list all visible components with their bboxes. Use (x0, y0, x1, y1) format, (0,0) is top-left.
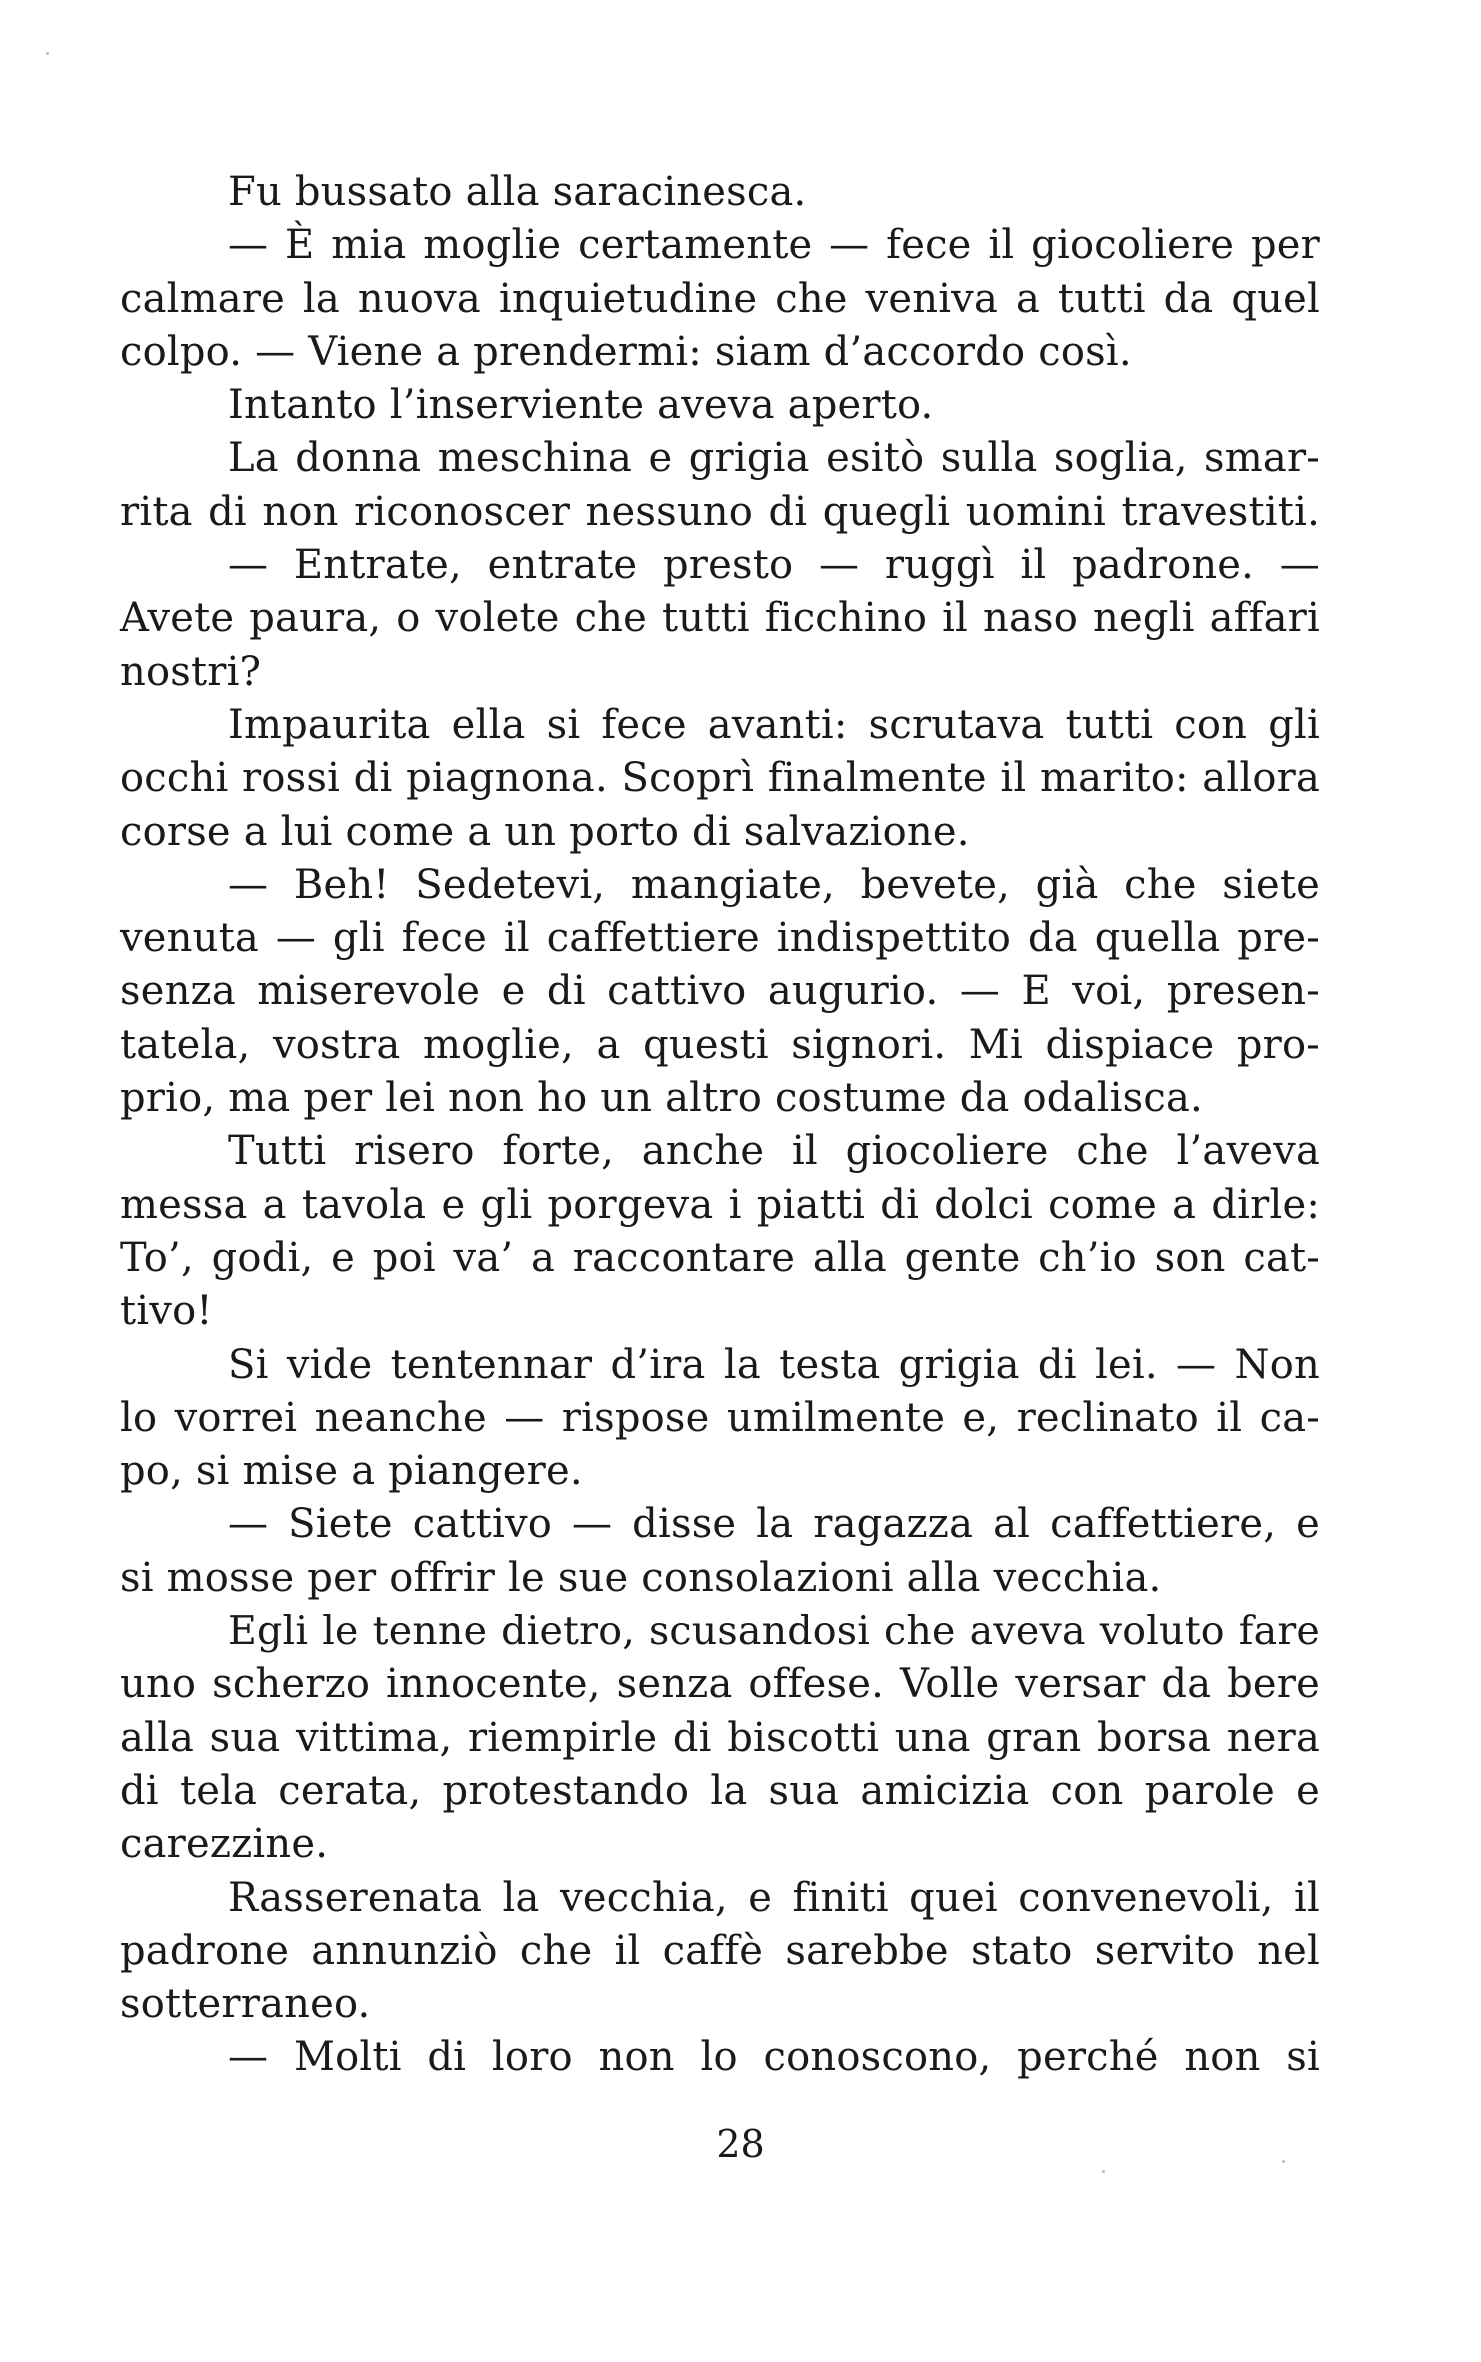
text-line: si mosse per offrir le sue consolazioni alla vecchia. (120, 1554, 1162, 1601)
text-line: nostri? (120, 648, 262, 695)
body-text (120, 166, 1320, 2085)
text-line: prio, ma per lei non ho un altro costume da odalisca. (120, 1075, 1203, 1122)
text-line: di tela cerata, protestando la sua amicizia con parole e (120, 1767, 1320, 1814)
page-number: 28 (716, 2122, 765, 2166)
text-line: — Beh! Sedetevi, mangiate, bevete, già che siete (228, 861, 1320, 908)
text-line: Rasserenata la vecchia, e finiti quei convenevoli, il (228, 1874, 1320, 1921)
text-line: Egli le tenne dietro, scusandosi che aveva voluto fare (228, 1608, 1320, 1655)
text-line: Si vide tentennar d’ira la testa grigia di lei. — Non (228, 1341, 1320, 1388)
text-line: tivo! (120, 1288, 213, 1335)
text-line: Tutti risero forte, anche il giocoliere che l’aveva (228, 1128, 1320, 1175)
text-line: colpo. — Viene a prendermi: siam d’accordo così. (120, 328, 1132, 375)
text-line: alla sua vittima, riempirle di biscotti una gran borsa nera (120, 1714, 1320, 1761)
text-line: rita di non riconoscer nessuno di quegli uomini travestiti. (120, 488, 1320, 535)
text-line: To’, godi, e poi va’ a raccontare alla gente ch’io son cat- (120, 1234, 1320, 1281)
text-line: carezzine. (120, 1821, 329, 1868)
text-line: lo vorrei neanche — rispose umilmente e, reclinato il ca- (120, 1394, 1320, 1441)
text-line: messa a tavola e gli porgeva i piatti di dolci come a dirle: (120, 1181, 1320, 1228)
text-line: Fu bussato alla saracinesca. (228, 169, 807, 215)
paper-speck (46, 52, 49, 55)
text-line: corse a lui come a un porto di salvazione. (120, 808, 970, 855)
text-line: La donna meschina e grigia esitò sulla soglia, smar- (228, 435, 1320, 482)
text-line: calmare la nuova inquietudine che veniva a tutti da quel (120, 275, 1320, 322)
text-line: venuta — gli fece il caffettiere indispettito da quella pre- (120, 915, 1320, 962)
text-line: po, si mise a piangere. (120, 1448, 583, 1495)
text-line: senza miserevole e di cattivo augurio. — E voi, presen- (120, 968, 1320, 1015)
text-line: — È mia moglie certamente — fece il giocoliere per (228, 222, 1320, 269)
text-line: Impaurita ella si fece avanti: scrutava tutti con gli (228, 701, 1320, 748)
text-line: sotterraneo. (120, 1981, 371, 2028)
text-line: — Siete cattivo — disse la ragazza al caffettiere, e (228, 1501, 1320, 1548)
paper-speck (1102, 2170, 1105, 2173)
text-line: — Entrate, entrate presto — ruggì il padrone. — (228, 542, 1320, 589)
text-line: Intanto l’inserviente aveva aperto. (228, 382, 934, 429)
text-line: uno scherzo innocente, senza offese. Volle versar da bere (120, 1661, 1320, 1708)
text-line: occhi rossi di piagnona. Scoprì finalmente il marito: allora (120, 755, 1320, 802)
text-line: — Molti di loro non lo conoscono, perché non si (228, 2034, 1320, 2081)
text-line: Avete paura, o volete che tutti ficchino il naso negli affari (120, 595, 1320, 642)
text-line: tatela, vostra moglie, a questi signori. Mi dispiace pro- (120, 1021, 1320, 1068)
text-line: padrone annunziò che il caffè sarebbe stato servito nel (120, 1927, 1320, 1974)
